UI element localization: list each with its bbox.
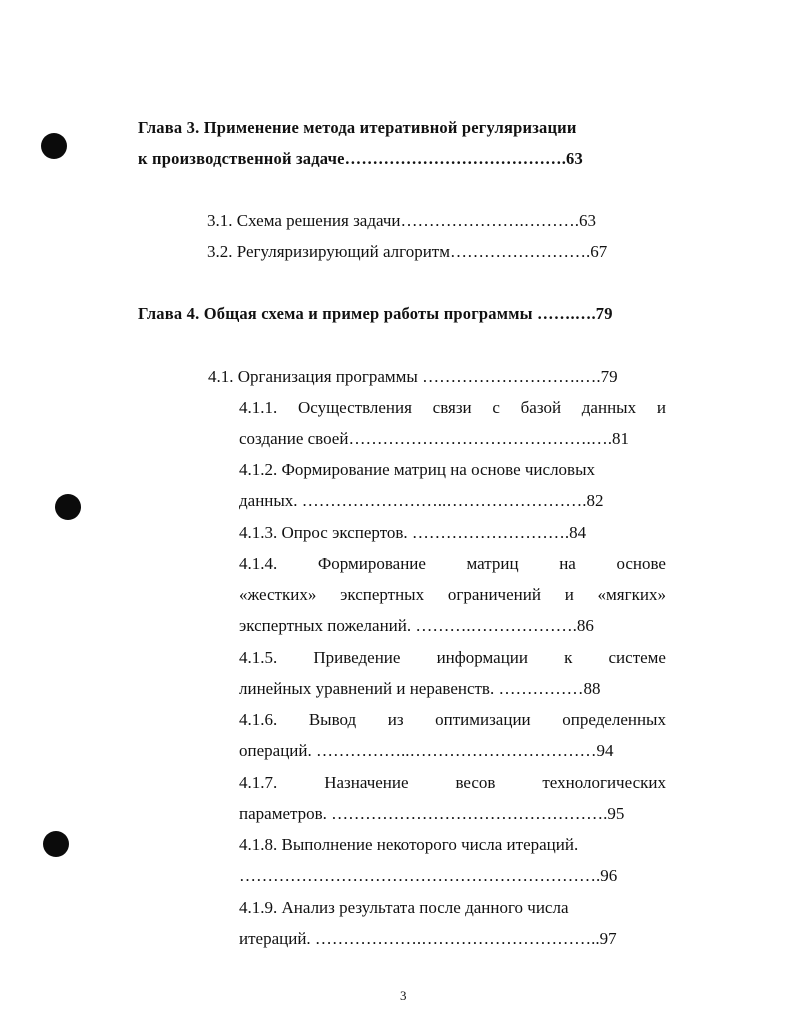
toc-entry-4-1-7-cont: параметров. ………………………………………….95 (239, 804, 625, 823)
chapter-3-title-cont: к производственной задаче………………………………….63 (138, 149, 583, 168)
toc-entry-4-1-6: 4.1.6. Вывод из оптимизации определенных (239, 710, 666, 729)
toc-entry-4-1-7: 4.1.7. Назначение весов технологических (239, 773, 666, 792)
toc-entry-4-1-8: 4.1.8. Выполнение некоторого числа итераций. (239, 835, 579, 854)
punch-hole-bottom (43, 831, 69, 857)
toc-entry-4-1-9-cont: итераций. ……………….…………………………..97 (239, 929, 617, 948)
punch-hole-top (41, 133, 67, 159)
toc-entry-4-1-4-cont2: экспертных пожеланий. ……….……………….86 (239, 616, 594, 635)
toc-entry-4-1-4: 4.1.4. Формирование матриц на основе (239, 554, 666, 573)
toc-entry-4-1: 4.1. Организация программы ……………………….….79 (208, 367, 618, 386)
toc-entry-4-1-5-cont: линейных уравнений и неравенств. ……………88 (239, 679, 601, 698)
toc-entry-4-1-8-cont: ……………………………………………………….96 (239, 866, 618, 885)
toc-entry-4-1-1-cont: создание своей…………………………………….….81 (239, 429, 629, 448)
toc-entry-3-1: 3.1. Схема решения задачи………………….……….63 (207, 211, 597, 230)
toc-entry-4-1-2: 4.1.2. Формирование матриц на основе числовых (239, 460, 596, 479)
toc-entry-4-1-6-cont: операций. ……………..……………………………94 (239, 741, 614, 760)
toc-entry-3-2: 3.2. Регуляризирующий алгоритм…………………….67 (207, 242, 608, 261)
chapter-3-title: Глава 3. Применение метода итеративной регуляризации (138, 118, 577, 137)
punch-hole-middle (55, 494, 81, 520)
chapter-4-title: Глава 4. Общая схема и пример работы программы …….….79 (138, 304, 613, 323)
toc-entry-4-1-5: 4.1.5. Приведение информации к системе (239, 648, 666, 667)
toc-entry-4-1-9: 4.1.9. Анализ результата после данного числа (239, 898, 569, 917)
page-number: 3 (400, 988, 407, 1003)
toc-entry-4-1-1: 4.1.1. Осуществления связи с базой данных и (239, 398, 666, 417)
toc-entry-4-1-4-cont: «жестких» экспертных ограничений и «мягких» (239, 585, 666, 604)
toc-entry-4-1-2-cont: данных. ……………………..…………………….82 (239, 491, 604, 510)
toc-entry-4-1-3: 4.1.3. Опрос экспертов. ……………………….84 (239, 523, 587, 542)
